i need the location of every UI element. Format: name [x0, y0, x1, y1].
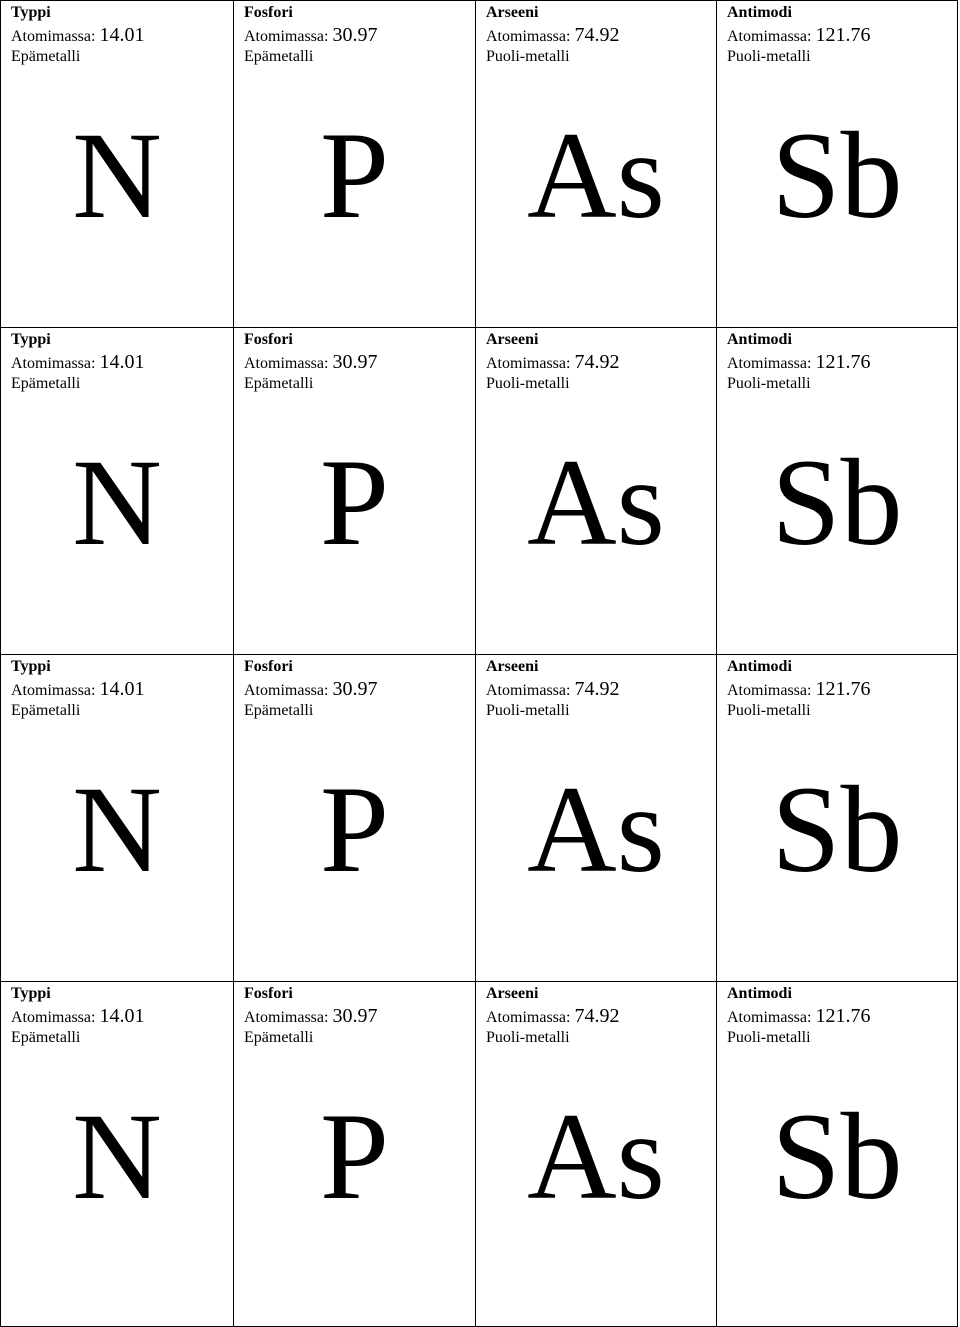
element-card: [233, 654, 475, 981]
element-symbol: N: [72, 1088, 162, 1225]
element-name: Fosfori: [244, 658, 293, 675]
element-name: Antimodi: [727, 658, 792, 675]
element-name: Typpi: [11, 331, 51, 348]
atomic-mass: [244, 351, 377, 375]
atomic-mass: [11, 351, 144, 375]
atomic-mass-value: 30.97: [332, 1005, 378, 1027]
atomic-mass: [486, 678, 619, 702]
atomic-mass: [11, 678, 144, 702]
element-name: Fosfori: [244, 331, 293, 348]
element-name: Fosfori: [244, 4, 293, 21]
atomic-mass-value: 14.01: [99, 351, 145, 373]
element-card: [0, 0, 233, 327]
atomic-mass-value: 30.97: [332, 351, 378, 373]
element-symbol: Sb: [771, 107, 903, 244]
element-category: Puoli-metalli: [486, 375, 570, 392]
element-category: Epämetalli: [244, 48, 314, 65]
element-symbol: As: [527, 434, 665, 571]
atomic-mass-label: Atomimassa:: [486, 355, 571, 372]
element-symbol: P: [320, 1088, 389, 1225]
atomic-mass-label: Atomimassa:: [11, 1009, 96, 1026]
atomic-mass-value: 121.76: [815, 1005, 871, 1027]
atomic-mass-label: Atomimassa:: [244, 355, 329, 372]
atomic-mass-label: Atomimassa:: [486, 28, 571, 45]
element-card: [233, 327, 475, 654]
atomic-mass: [486, 1005, 619, 1029]
atomic-mass-value: 14.01: [99, 24, 145, 46]
element-category: Epämetalli: [11, 375, 81, 392]
atomic-mass-label: Atomimassa:: [486, 682, 571, 699]
atomic-mass-label: Atomimassa:: [244, 682, 329, 699]
atomic-mass: [727, 1005, 870, 1029]
element-card: [475, 654, 716, 981]
atomic-mass-label: Atomimassa:: [244, 28, 329, 45]
atomic-mass: [11, 24, 144, 48]
element-symbol: N: [72, 761, 162, 898]
element-card: [475, 327, 716, 654]
element-card: [475, 981, 716, 1327]
element-symbol: As: [527, 761, 665, 898]
atomic-mass-value: 74.92: [574, 24, 620, 46]
element-name: Arseeni: [486, 331, 539, 348]
element-category: Puoli-metalli: [727, 375, 811, 392]
element-card: [0, 981, 233, 1327]
element-name: Typpi: [11, 4, 51, 21]
atomic-mass-value: 74.92: [574, 1005, 620, 1027]
element-category: Epämetalli: [244, 1029, 314, 1046]
element-name: Typpi: [11, 985, 51, 1002]
atomic-mass: [486, 351, 619, 375]
atomic-mass-label: Atomimassa:: [727, 1009, 812, 1026]
element-name: Arseeni: [486, 985, 539, 1002]
element-name: Antimodi: [727, 985, 792, 1002]
element-category: Puoli-metalli: [486, 702, 570, 719]
element-category: Puoli-metalli: [486, 48, 570, 65]
element-symbol: P: [320, 434, 389, 571]
element-card: [716, 654, 958, 981]
element-category: Puoli-metalli: [727, 702, 811, 719]
element-name: Typpi: [11, 658, 51, 675]
atomic-mass: [486, 24, 619, 48]
atomic-mass-value: 30.97: [332, 678, 378, 700]
element-category: Puoli-metalli: [727, 48, 811, 65]
element-name: Antimodi: [727, 4, 792, 21]
atomic-mass: [727, 24, 870, 48]
element-symbol: N: [72, 434, 162, 571]
atomic-mass-value: 121.76: [815, 24, 871, 46]
atomic-mass-label: Atomimassa:: [244, 1009, 329, 1026]
atomic-mass: [727, 351, 870, 375]
atomic-mass-label: Atomimassa:: [727, 355, 812, 372]
element-name: Fosfori: [244, 985, 293, 1002]
element-category: Puoli-metalli: [486, 1029, 570, 1046]
element-symbol: As: [527, 107, 665, 244]
element-card: [233, 981, 475, 1327]
element-name: Antimodi: [727, 331, 792, 348]
element-card: [233, 0, 475, 327]
element-symbol: N: [72, 107, 162, 244]
atomic-mass: [244, 678, 377, 702]
element-symbol: P: [320, 761, 389, 898]
card-row: [0, 981, 958, 1327]
atomic-mass-value: 121.76: [815, 351, 871, 373]
element-symbol: Sb: [771, 434, 903, 571]
element-symbol: As: [527, 1088, 665, 1225]
atomic-mass-value: 74.92: [574, 678, 620, 700]
atomic-mass-value: 121.76: [815, 678, 871, 700]
element-card: [716, 327, 958, 654]
element-card: [716, 981, 958, 1327]
element-card: [0, 327, 233, 654]
atomic-mass: [244, 24, 377, 48]
card-row: [0, 327, 958, 654]
element-card: [0, 654, 233, 981]
element-category: Puoli-metalli: [727, 1029, 811, 1046]
element-symbol: Sb: [771, 1088, 903, 1225]
element-category: Epämetalli: [11, 48, 81, 65]
atomic-mass-value: 74.92: [574, 351, 620, 373]
atomic-mass-label: Atomimassa:: [727, 28, 812, 45]
element-symbol: Sb: [771, 761, 903, 898]
element-category: Epämetalli: [244, 375, 314, 392]
atomic-mass-label: Atomimassa:: [11, 28, 96, 45]
atomic-mass-label: Atomimassa:: [11, 682, 96, 699]
element-card: [475, 0, 716, 327]
element-name: Arseeni: [486, 4, 539, 21]
element-symbol: P: [320, 107, 389, 244]
atomic-mass-value: 14.01: [99, 678, 145, 700]
element-card: [716, 0, 958, 327]
element-category: Epämetalli: [244, 702, 314, 719]
card-row: [0, 0, 958, 327]
atomic-mass: [727, 678, 870, 702]
atomic-mass-label: Atomimassa:: [727, 682, 812, 699]
card-row: [0, 654, 958, 981]
atomic-mass-value: 30.97: [332, 24, 378, 46]
atomic-mass-label: Atomimassa:: [11, 355, 96, 372]
atomic-mass: [244, 1005, 377, 1029]
element-category: Epämetalli: [11, 1029, 81, 1046]
atomic-mass: [11, 1005, 144, 1029]
element-name: Arseeni: [486, 658, 539, 675]
atomic-mass-value: 14.01: [99, 1005, 145, 1027]
atomic-mass-label: Atomimassa:: [486, 1009, 571, 1026]
element-category: Epämetalli: [11, 702, 81, 719]
